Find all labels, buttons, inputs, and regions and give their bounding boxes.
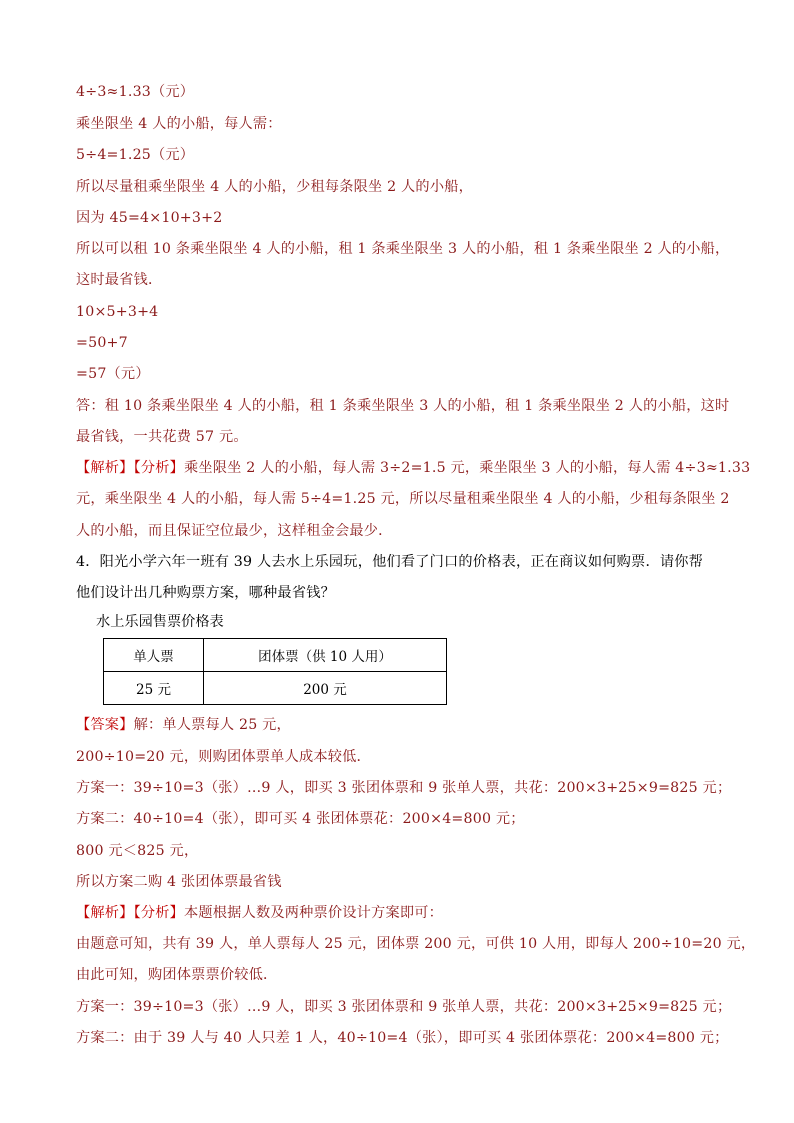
table-cell: 25 元 [104,672,204,705]
text-line: 4÷3≈1.33（元） [76,84,195,100]
text-line: =50+7 [76,335,128,351]
answer-text: 解：单人票每人 25 元， [133,717,291,733]
answer-line: 所以方案二购 4 张团体票最省钱 [76,874,282,890]
text-line: 所以可以租 10 条乘坐限坐 4 人的小船，租 1 条乘坐限坐 3 人的小船，租 1 条乘坐限坐 2 人的小船， [76,241,730,257]
analysis-line: 人的小船，而且保证空位最少，这样租金会最少． [76,523,393,539]
table-cell: 200 元 [204,672,447,705]
text-line: 最省钱，一共花费 57 元。 [76,429,248,445]
text-line: 10×5+3+4 [76,304,159,320]
answer-line: 方案二：40÷10=4（张），即可买 4 张团体票花：200×4=800 元； [76,811,525,827]
price-table [103,638,447,705]
text-line: 5÷4=1.25（元） [76,147,195,163]
table-header-row [104,639,447,672]
answer-line: 800 元＜825 元， [76,843,199,859]
analysis-line: 由此可知，购团体票票价较低． [76,967,278,983]
analysis-line [76,904,443,922]
answer-tag: 【答案】 [76,717,134,733]
table-header-cell: 单人票 [104,639,204,672]
analysis-line: 由题意可知，共有 39 人，单人票每人 25 元，团体票 200 元，可供 10 人用，即每人 200÷10=20 元， [76,936,756,952]
answer-line: 200÷10=20 元，则购团体票单人成本较低． [76,749,371,765]
answer-line [76,716,291,734]
answer-line: 方案一：39÷10=3（张）…9 人，即买 3 张团体票和 9 张单人票，共花：200×3+25×9=825 元； [76,780,732,796]
question-text: 4．阳光小学六年一班有 39 人去水上乐园玩，他们看了门口的价格表，正在商议如何购票．请你帮 [76,554,703,570]
text-line: =57（元） [76,366,150,382]
text-line: 因为 45=4×10+3+2 [76,210,223,226]
analysis-line [76,459,750,477]
text-line: 答：租 10 条乘坐限坐 4 人的小船，租 1 条乘坐限坐 3 人的小船，租 1 条乘坐限坐 2 人的小船，这时 [76,398,730,414]
text-line: 这时最省钱． [76,272,163,288]
table-row [104,672,447,705]
analysis-text: 本题根据人数及两种票价设计方案即可： [184,905,443,921]
text-line: 乘坐限坐 4 人的小船，每人需： [76,116,282,132]
analysis-tag: 【解析】【分析】 [76,905,185,921]
analysis-line: 方案一：39÷10=3（张）…9 人，即买 3 张团体票和 9 张单人票，共花：200×3+25×9=825 元； [76,999,732,1015]
table-header-cell: 团体票（供 10 人用） [204,639,447,672]
table-caption: 水上乐园售票价格表 [96,614,224,630]
analysis-line: 元，乘坐限坐 4 人的小船，每人需 5÷4=1.25 元，所以尽量租乘坐限坐 4 人的小船，少租每条限坐 2 [76,491,730,507]
question-text: 他们设计出几种购票方案，哪种最省钱？ [76,585,335,601]
analysis-tag: 【解析】【分析】 [76,460,185,476]
analysis-line: 方案二：由于 39 人与 40 人只差 1 人，40÷10=4（张），即可买 4 张团体票花：200×4=800 元； [76,1030,729,1046]
text-line: 所以尽量租乘坐限坐 4 人的小船，少租每条限坐 2 人的小船， [76,179,473,195]
analysis-text: 乘坐限坐 2 人的小船，每人需 3÷2=1.5 元，乘坐限坐 3 人的小船，每人需 4÷3≈1.33 [184,460,751,476]
